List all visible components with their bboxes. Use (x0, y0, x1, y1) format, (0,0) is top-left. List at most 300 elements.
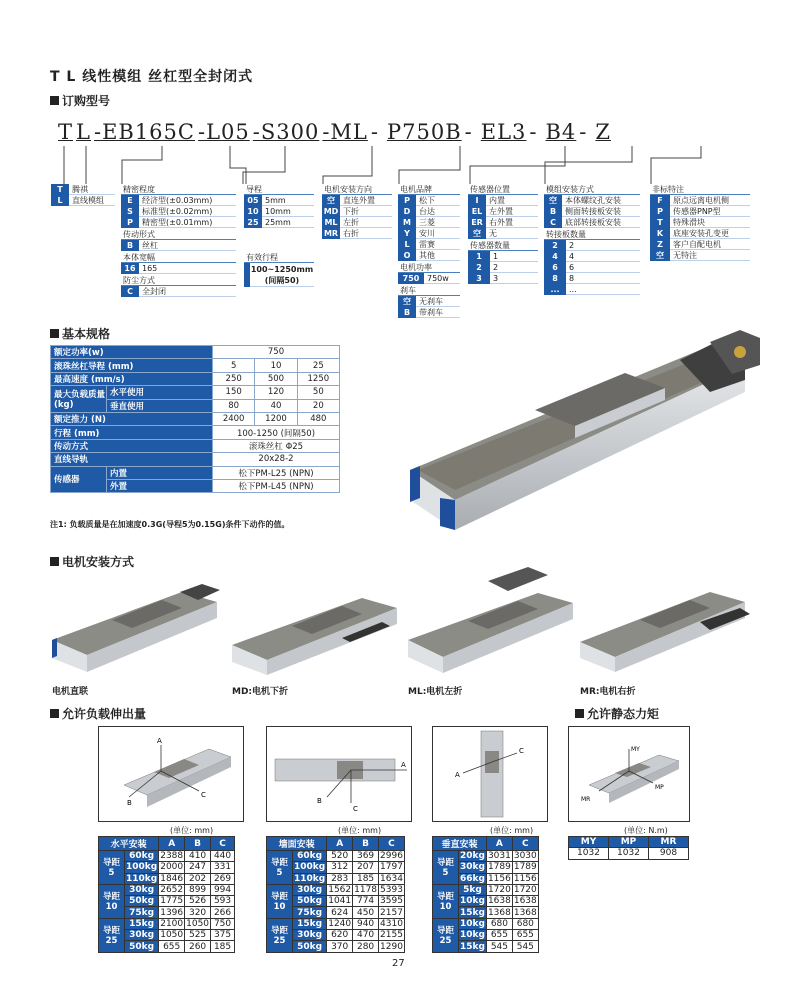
group-special (650, 184, 750, 261)
option-desc: 直连外置 (340, 195, 392, 206)
cell: 1634 (380, 873, 403, 884)
cell: 1789 (487, 862, 511, 873)
cell: 1638 (487, 896, 511, 907)
cell: 1050 (186, 918, 210, 929)
group-precision (121, 184, 236, 228)
option-row (398, 228, 460, 239)
option-code: F (650, 195, 670, 206)
option-code: S (121, 206, 139, 217)
table-row (433, 851, 539, 862)
option-row (398, 239, 460, 250)
option-row (51, 195, 115, 206)
option-desc: 精密型(±0.01mm) (139, 217, 236, 228)
option-desc: 无 (486, 228, 538, 239)
cell: 1720 (513, 885, 537, 896)
table-row (99, 918, 235, 929)
motor-right-image (580, 572, 755, 672)
diagram-vertical (432, 726, 548, 822)
group-header: 传感器数量 (468, 240, 538, 251)
table-header: 墙面安装 (267, 837, 327, 851)
option-code: I (468, 195, 486, 206)
cell: 110kg (126, 873, 158, 884)
col-header: A (486, 837, 512, 851)
option-code: ... (544, 284, 566, 295)
cell: 283 (327, 873, 353, 884)
cell: 2157 (380, 907, 403, 918)
group-header: 非标特注 (650, 184, 750, 195)
cell: 266 (211, 907, 235, 918)
group-header: 电机品牌 (398, 184, 460, 195)
option-row (398, 307, 460, 318)
option-code: C (544, 217, 562, 228)
option-desc: 无特注 (670, 250, 750, 261)
cell: 1032 (569, 848, 609, 859)
option-desc: 原点远离电机侧 (670, 195, 750, 206)
cell: 1368 (513, 907, 537, 918)
option-code: 空 (650, 250, 670, 261)
option-code: L (51, 195, 69, 206)
lead-cell: 导距 25 (267, 918, 293, 952)
lead-cell: 导距 25 (433, 918, 459, 952)
col-header: C (512, 837, 538, 851)
cell: 100kg (294, 862, 326, 873)
cell: 1846 (160, 873, 184, 884)
option-row (544, 240, 640, 251)
code-part: B4 (545, 120, 577, 144)
option-row (650, 228, 750, 239)
diagram-horizontal (98, 726, 244, 822)
option-code: E (121, 195, 139, 206)
cell: 320 (185, 907, 211, 918)
option-desc: 1 (490, 251, 538, 262)
option-code: 空 (468, 228, 486, 239)
option-desc: 本体螺纹孔安装 (562, 195, 640, 206)
cell: 1041 (328, 896, 352, 907)
option-code: T (650, 217, 670, 228)
stroke-range: 100~1250mm (250, 265, 314, 274)
code-part: - (370, 120, 379, 144)
option-code: 16 (121, 263, 139, 274)
axis-a: A (157, 737, 162, 745)
cell: 1240 (328, 918, 352, 929)
cell: 15kg (460, 907, 485, 918)
option-desc: 松下 (416, 195, 460, 206)
code-part: -ML (322, 120, 368, 144)
cell: 940 (353, 918, 379, 929)
option-desc: 内置 (486, 195, 538, 206)
col-header: C (211, 837, 235, 851)
option-row (468, 217, 538, 228)
option-desc: 带刹车 (416, 307, 460, 318)
cell: 655 (512, 930, 538, 941)
option-code: 空 (398, 296, 416, 307)
cell: 5kg (459, 884, 487, 895)
cell: 207 (353, 862, 379, 873)
cell: 593 (211, 896, 235, 907)
cell: 526 (185, 896, 211, 907)
option-row (544, 262, 640, 273)
cell: 1178 (354, 885, 378, 896)
code-part: - (529, 120, 538, 144)
group-header: 传感器位置 (468, 184, 538, 195)
option-code: 空 (322, 195, 340, 206)
col-header: MR (649, 837, 689, 848)
option-desc: 左折 (340, 217, 392, 228)
option-code: T (51, 184, 69, 195)
option-desc: 丝杠 (139, 240, 236, 251)
group-sensor-pos (468, 184, 538, 239)
option-row (468, 251, 538, 262)
cell: 1156 (513, 873, 537, 884)
group-power (398, 262, 460, 284)
cell: 2652 (160, 885, 184, 896)
option-row (544, 273, 640, 284)
cell: 2996 (380, 851, 403, 862)
cell: 202 (185, 873, 211, 884)
option-code: 750 (398, 273, 424, 284)
cell: 410 (185, 851, 211, 862)
table-row (433, 918, 539, 929)
lead-cell: 导距 10 (433, 884, 459, 918)
cell: 110kg (294, 873, 326, 884)
option-row (121, 195, 236, 206)
code-part: T (58, 120, 74, 144)
option-row (121, 217, 236, 228)
cell: 525 (185, 930, 211, 941)
col-header: MY (569, 837, 609, 848)
cell: 680 (486, 918, 512, 929)
option-row (121, 206, 236, 217)
col-header: A (327, 837, 353, 851)
cell: 1720 (487, 885, 511, 896)
cell: 545 (512, 941, 538, 952)
code-part: -S300 (252, 120, 320, 144)
group-series (51, 184, 115, 206)
axis-b: B (127, 799, 132, 807)
code-part: P750B (386, 120, 462, 144)
option-desc: 标准型(±0.02mm) (139, 206, 236, 217)
option-desc: 底座安装孔变更 (670, 228, 750, 239)
option-desc: 2 (490, 262, 538, 273)
cell: 2000 (160, 862, 184, 873)
caption-ml: ML:电机左折 (408, 687, 463, 697)
option-row (398, 217, 460, 228)
cell: 1562 (328, 885, 352, 896)
cell: 470 (353, 930, 379, 941)
cell: 1638 (513, 896, 537, 907)
option-row (121, 240, 236, 251)
option-desc: 三菱 (416, 217, 460, 228)
option-code: 空 (544, 195, 562, 206)
option-row (650, 195, 750, 206)
option-code: 4 (544, 251, 566, 262)
lead-cell: 导距 5 (433, 851, 459, 885)
group-header: 防尘方式 (121, 275, 236, 286)
option-row (468, 273, 538, 284)
group-brake (398, 285, 460, 318)
unit-label-4: (单位: N.m) (624, 826, 668, 835)
lead-cell: 导距 10 (267, 884, 293, 918)
cell: 908 (649, 848, 689, 859)
col-header: C (379, 837, 405, 851)
table-vertical (432, 836, 539, 953)
unit-label-3: (单位: mm) (490, 826, 534, 835)
motor-left-image (408, 565, 578, 675)
cell: 30kg (293, 930, 327, 941)
group-lead (244, 184, 314, 228)
cell: 5393 (380, 885, 403, 896)
cell: 100kg (126, 862, 158, 873)
table-moment (568, 836, 689, 860)
option-desc: 右折 (340, 228, 392, 239)
cell: 1789 (513, 862, 537, 873)
option-desc: 安川 (416, 228, 460, 239)
cell: 1290 (380, 941, 403, 952)
table-horizontal (98, 836, 235, 953)
cell: 247 (185, 862, 211, 873)
unit-label-1: (单位: mm) (170, 826, 214, 835)
option-desc: 750w (424, 273, 460, 284)
cell: 269 (211, 873, 235, 884)
cell: 10kg (460, 896, 485, 907)
option-desc: 底部转接板安装 (562, 217, 640, 228)
group-width (121, 252, 236, 274)
option-code: MD (323, 207, 339, 216)
cell: 30kg (293, 884, 327, 895)
cell: 331 (211, 862, 235, 873)
table-row (267, 884, 405, 895)
option-row (544, 217, 640, 228)
svg-text:A: A (455, 771, 460, 779)
option-code: ML (322, 217, 340, 228)
group-header: 精密程度 (121, 184, 236, 195)
option-code: C (121, 286, 139, 297)
option-row (650, 206, 750, 217)
option-row (468, 195, 538, 206)
group-sensor-qty (468, 240, 538, 284)
option-row (544, 206, 640, 217)
option-row (468, 228, 538, 239)
group-brand (398, 184, 460, 261)
cell: 3031 (487, 851, 511, 862)
cell: 75kg (125, 907, 159, 918)
cell: 1396 (160, 907, 184, 918)
option-code: 25 (244, 217, 262, 228)
option-row (650, 239, 750, 250)
page-title: T L 线性模组 丝杠型全封闭式 (50, 69, 254, 85)
cell: 440 (211, 851, 235, 862)
cell: 2100 (160, 918, 184, 929)
table-row (99, 884, 235, 895)
group-motor-dir (322, 184, 392, 239)
cell: 1368 (487, 907, 511, 918)
option-row (244, 217, 314, 228)
cell: 50kg (125, 941, 159, 952)
svg-text:C: C (353, 805, 358, 813)
option-desc: 雷赛 (416, 239, 460, 250)
group-header: 电机安装方向 (322, 184, 392, 195)
option-code: 6 (544, 262, 566, 273)
code-part: Z (595, 120, 611, 144)
cell: 20kg (460, 851, 485, 862)
option-row (121, 286, 236, 297)
caption-md: MD:电机下折 (232, 687, 289, 697)
cell: 4310 (380, 918, 403, 929)
option-row (322, 206, 392, 217)
option-code: MR (323, 229, 339, 238)
cell: 30kg (125, 930, 159, 941)
table-row (433, 884, 539, 895)
caption-mr: MR:电机右折 (580, 687, 636, 697)
cell: 680 (512, 918, 538, 929)
stroke-step: (间隔50) (264, 276, 300, 285)
option-desc: 客户自配电机 (670, 239, 750, 250)
col-header: B (185, 837, 211, 851)
option-row (544, 251, 640, 262)
cell: 2155 (380, 930, 403, 941)
option-row (244, 195, 314, 206)
option-row (468, 206, 538, 217)
cell: 15kg (460, 941, 485, 952)
option-row (51, 184, 115, 195)
motor-down-image (232, 590, 402, 675)
option-desc: 3 (490, 273, 538, 284)
option-row (244, 206, 314, 217)
option-code: Z (650, 239, 670, 250)
table-wall (266, 836, 405, 953)
section-overhang: 允许负载伸出量 (50, 705, 146, 722)
cell: 15kg (293, 918, 327, 929)
code-part: - (579, 120, 588, 144)
code-part: EL3 (480, 120, 527, 144)
option-code: ER (468, 217, 486, 228)
option-row (468, 262, 538, 273)
option-desc: 无刹车 (416, 296, 460, 307)
unit-label-2: (单位: mm) (338, 826, 382, 835)
cell: 30kg (460, 862, 485, 873)
option-code: 1 (468, 251, 490, 262)
option-desc: 左外置 (486, 206, 538, 217)
code-part: L (76, 120, 91, 144)
option-desc: 4 (566, 251, 640, 262)
lead-cell: 导距 10 (99, 884, 125, 918)
section-motor: 电机安装方式 (50, 553, 134, 570)
code-part: -EB165C (93, 120, 195, 144)
svg-text:MP: MP (655, 784, 664, 791)
group-header: 电机功率 (398, 262, 460, 273)
cell: 2388 (160, 851, 184, 862)
lead-cell: 导距 5 (99, 851, 125, 885)
option-row (544, 195, 640, 206)
table-header: 水平安装 (99, 837, 159, 851)
leader-lines (0, 140, 800, 190)
cell: 624 (327, 907, 353, 918)
option-desc: 台达 (416, 206, 460, 217)
option-desc: 腾祺 (69, 184, 115, 195)
cell: 369 (353, 851, 379, 862)
cell: 66kg (460, 873, 485, 884)
group-drive (121, 229, 236, 251)
group-header: 转接板数量 (544, 229, 640, 240)
cell: 655 (159, 941, 185, 952)
cell: 50kg (293, 941, 327, 952)
cell: 185 (353, 873, 379, 884)
cell: 312 (327, 862, 353, 873)
cell: 10kg (460, 930, 485, 941)
cell: 620 (327, 930, 353, 941)
svg-text:A: A (401, 761, 406, 769)
cell: 1050 (160, 930, 184, 941)
motor-direct-image (52, 580, 222, 675)
section-order: 订购型号 (50, 92, 110, 109)
svg-text:C: C (519, 747, 524, 755)
option-code: P (650, 206, 670, 217)
lead-cell: 导距 5 (267, 851, 293, 885)
svg-text:MY: MY (631, 746, 640, 753)
option-desc: 6 (566, 262, 640, 273)
cell: 185 (211, 941, 235, 952)
page-number: 27 (392, 958, 405, 969)
table-row (569, 848, 689, 859)
cell: 1156 (487, 873, 511, 884)
group-mount (544, 184, 640, 228)
cell: 1797 (380, 862, 403, 873)
group-header: 传动形式 (121, 229, 236, 240)
cell: 260 (185, 941, 211, 952)
group-header: 导程 (244, 184, 314, 195)
group-header: 模组安装方式 (544, 184, 640, 195)
axis-c: C (201, 791, 206, 799)
option-desc: 10mm (262, 206, 314, 217)
cell: 280 (353, 941, 379, 952)
option-desc: 2 (566, 240, 640, 251)
cell: 60kg (293, 851, 327, 862)
section-moment: 允许静态力矩 (575, 705, 659, 722)
cell: 750 (211, 918, 235, 929)
col-header: A (159, 837, 185, 851)
table-row (99, 851, 235, 862)
option-desc: 侧面转接板安装 (562, 206, 640, 217)
option-row (398, 250, 460, 261)
group-stroke: 有效行程 100~1250mm (间隔50) (246, 253, 314, 285)
table-row (267, 851, 405, 862)
option-row (121, 263, 236, 274)
option-desc: 经济型(±0.03mm) (139, 195, 236, 206)
cell: 1775 (160, 896, 184, 907)
option-row (398, 273, 460, 284)
option-desc: 直线模组 (69, 195, 115, 206)
cell: 545 (486, 941, 512, 952)
load-note: 注1: 负载质量是在加速度0.3G(导程5为0.15G)条件下动作的值。 (50, 520, 290, 529)
cell: 30kg (125, 884, 159, 895)
cell: 10kg (460, 918, 485, 929)
lead-cell: 导距 25 (99, 918, 125, 952)
option-row (544, 284, 640, 295)
cell: 450 (353, 907, 379, 918)
group-header: 本体宽幅 (121, 252, 236, 263)
cell: 60kg (125, 851, 159, 862)
option-code: B (121, 240, 139, 251)
option-code: 8 (544, 273, 566, 284)
cell: 15kg (125, 918, 159, 929)
option-code: K (650, 228, 670, 239)
cell: 3595 (380, 896, 403, 907)
col-header: MP (609, 837, 649, 848)
option-desc: 传感器PNP型 (670, 206, 750, 217)
option-code: 2 (468, 262, 490, 273)
option-row (322, 195, 392, 206)
cell: 50kg (125, 896, 159, 907)
